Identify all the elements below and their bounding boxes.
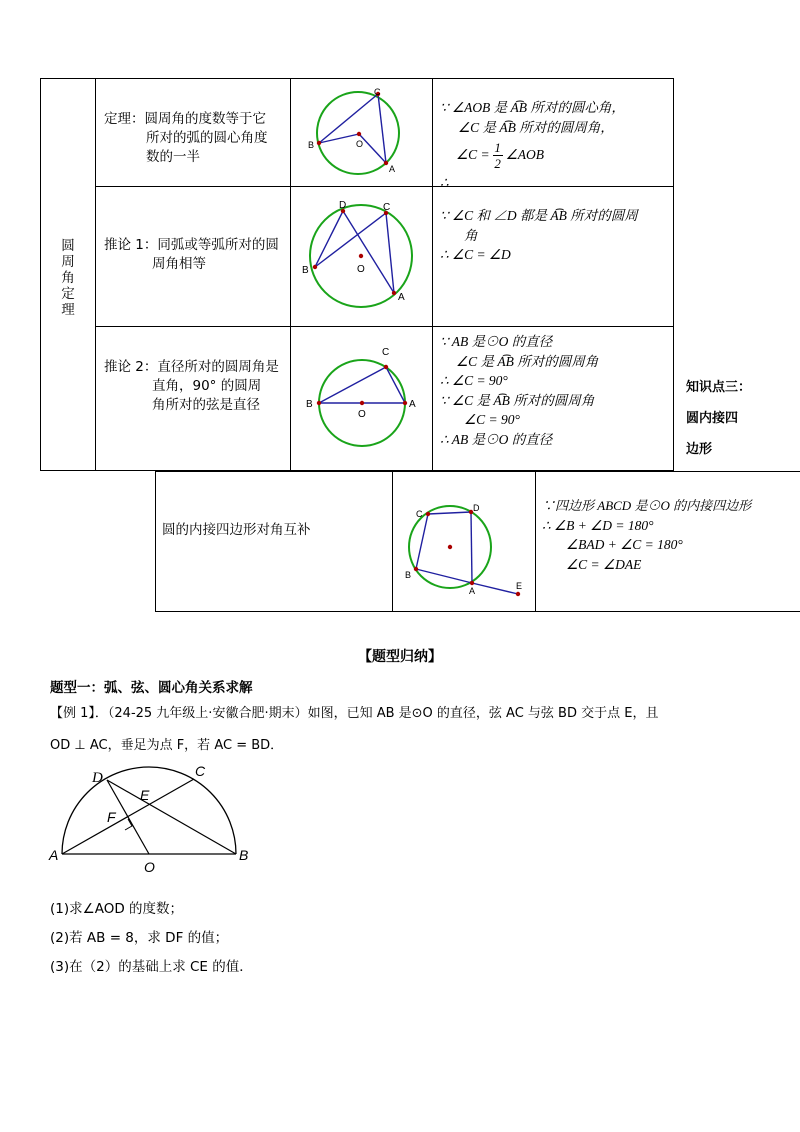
label-O: O [358,409,366,420]
proof-line: ∵ ∠AOB 是 A͡B 所对的圆心角， [440,100,625,115]
figure-cyclic-quad [400,498,532,602]
proof-line: ∠C = ∠DAE [566,556,642,572]
proof-line: 角 [464,227,478,243]
corollary2-text [104,358,286,415]
proof-line: ∠C = 90° [464,412,520,427]
proof-corollary2 [440,332,598,449]
example1-line1: 【例 1】．（24-25 九年级上·安徽合肥·期末）如图，已知 AB 是⊙O 的直径，弦 AC 与弦 BD 交于点 E，且 [50,706,659,721]
label-F: F [107,809,116,825]
kp-line: 边形 [686,442,713,457]
proof-fraction [440,137,625,173]
proof-line: ∵ ∠C 和 ∠D 都是 A͡B 所对的圆周 [440,208,638,223]
kp-line: 圆内接四 [686,411,739,426]
side-label [58,238,78,318]
label-D: D [92,770,103,786]
label-B: B [239,847,249,863]
text-line: 推论 1：同弧或等弧所对的圆 [104,237,279,253]
frac-num: 1 [494,139,501,155]
label-C: C [416,509,423,519]
side-char: 定 [61,286,75,302]
type1-title: 题型一：弧、弦、圆心角关系求解 [50,680,253,696]
proof-line: ∠C 是 A͡B 所对的圆周角， [458,119,614,135]
label-A: A [389,164,396,174]
text-line: 周角相等 [152,256,206,272]
proof-line: ∴ AB 是⊙O 的直径 [440,431,553,447]
proof-cyclic-quad [542,496,751,574]
label-B: B [308,140,315,150]
proof-line: ∵四边形 ABCD 是⊙O 的内接四边形 [542,498,752,513]
figure-corollary2 [300,338,425,450]
label-D: D [339,200,347,211]
proof-line: ∵ ∠C 是 A͡B 所对的圆周角 [440,392,595,408]
label-A: A [49,847,59,863]
label-O: O [357,264,365,275]
label-A: A [469,586,476,596]
side-char: 理 [61,302,75,318]
figure-example1 [45,760,260,875]
text-line: 定理：圆周角的度数等于它 [104,111,266,127]
cyclic-quad-text: 圆的内接四边形对角互补 [162,522,311,538]
label-C: C [374,87,381,97]
proof-theorem [440,98,625,193]
label-A: A [398,292,405,303]
side-char: 角 [61,270,75,286]
section-title: 【题型归纳】 [358,649,442,665]
proof-corollary1 [440,206,638,265]
corollary1-text [104,236,284,274]
label-B: B [405,570,412,580]
label-C: C [383,202,391,213]
question-1: (1)求∠AOD 的度数； [50,901,184,917]
kp-line: 知识点三： [686,380,752,395]
proof-line: ∠BAD + ∠C = 180° [566,537,683,552]
side-char: 圆 [61,238,75,254]
frac-lhs: ∠C = [456,147,490,163]
figure-corollary1 [298,196,428,314]
figure-theorem [300,84,425,184]
proof-line: ∴ ∠B + ∠D = 180° [542,517,654,533]
label-B: B [306,399,313,410]
label-A: A [409,399,416,410]
side-char: 周 [61,254,75,270]
text-line: 所对的弧的圆心角度 [146,130,268,146]
text-line: 直角，90° 的圆周 [152,378,262,394]
question-3: (3)在（2）的基础上求 CE 的值． [50,959,253,975]
label-C: C [382,347,390,358]
label-O: O [144,859,155,875]
proof-line: ∵ AB 是⊙O 的直径 [440,334,553,349]
text-line: 推论 2：直径所对的圆周角是 [104,359,279,375]
question-2: (2)若 AB = 8，求 DF 的值； [50,930,229,946]
text-line: 数的一半 [146,149,200,165]
label-C: C [195,763,206,779]
knowledge-point-3 [686,372,751,465]
label-E: E [516,581,523,591]
example1-line2: OD ⊥ AC，垂足为点 F，若 AC = BD． [50,738,284,753]
proof-line: ∠C 是 A͡B 所对的圆周角 [456,353,599,369]
theorem-text [104,110,284,167]
text-line: 角所对的弦是直径 [152,397,260,413]
proof-line: ∴ ∠C = ∠D [440,247,511,262]
proof-line: ∴ [440,175,449,190]
proof-line: ∴ ∠C = 90° [440,373,508,388]
label-B: B [302,265,309,276]
frac-rhs: ∠AOB [505,147,544,163]
frac-den: 2 [494,155,501,171]
label-E: E [140,787,150,803]
label-D: D [473,503,480,513]
label-O: O [356,139,364,149]
